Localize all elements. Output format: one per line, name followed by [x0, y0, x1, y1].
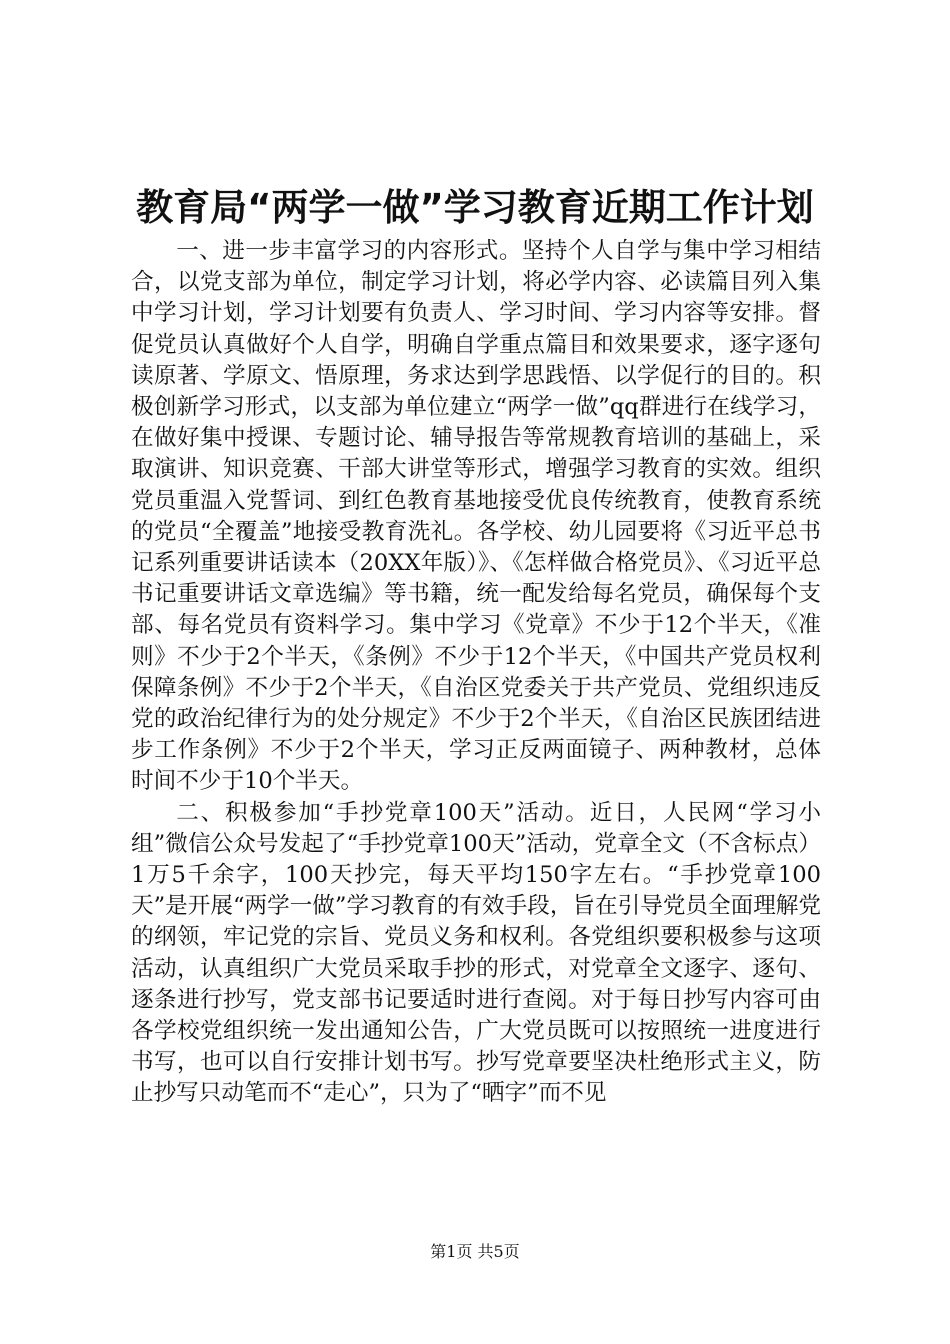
paragraph-2: 二、积极参加“手抄党章100天”活动。近日，人民网“学习小组”微信公众号发起了“手抄党章100天”活动，党章全文（不含标点）1万5千余字，100天抄完，每天平均150字左右。“手抄党章100天”是开展“两学一做”学习教育的有效手段，旨在引导党员全面理解党的纲领，牢记党的宗旨、党员义务和权利。各党组织要积极参与这项活动，认真组织广大党员采取手抄的形式，对党章全文逐字、逐句、逐条进行抄写，党支部书记要适时进行查阅。对于每日抄写内容可由各学校党组织统一发出通知公告，广大党员既可以按照统一进度进行书写，也可以自行安排计划书写。抄写党章要坚决杜绝形式主义，防止抄写只动笔而不“走心”，只为了“晒字”而不见 — [131, 799, 821, 1107]
page-footer: 第1页 共5页 — [430, 1242, 520, 1261]
document-title: 教育局“两学一做”学习教育近期工作计划 — [136, 186, 814, 229]
document-body — [131, 236, 821, 1110]
paragraph-1: 一、进一步丰富学习的内容形式。坚持个人自学与集中学习相结合，以党支部为单位，制定学习计划，将必学内容、必读篇目列入集中学习计划，学习计划要有负责人、学习时间、学习内容等安排。督促党员认真做好个人自学，明确自学重点篇目和效果要求，逐字逐句读原著、学原文、悟原理，务求达到学思践悟、以学促行的目的。积极创新学习形式，以支部为单位建立“两学一做”qq群进行在线学习，在做好集中授课、专题讨论、辅导报告等常规教育培训的基础上，采取演讲、知识竞赛、干部大讲堂等形式，增强学习教育的实效。组织党员重温入党誓词、到红色教育基地接受优良传统教育，使教育系统的党员“全覆盖”地接受教育洗礼。各学校、幼儿园要将《习近平总书记系列重要讲话读本（20XX年版）》、《怎样做合格党员》、《习近平总书记重要讲话文章选编》等书籍，统一配发给每名党员，确保每个支部、每名党员有资料学习。集中学习《党章》不少于12个半天，《准则》不少于2个半天，《条例》不少于12个半天，《中国共产党员权利保障条例》不少于2个半天，《自治区党委关于共产党员、党组织违反党的政治纪律行为的处分规定》不少于2个半天，《自治区民族团结进步工作条例》不少于2个半天，学习正反两面镜子、两种教材，总体时间不少于10个半天。 — [131, 238, 821, 795]
